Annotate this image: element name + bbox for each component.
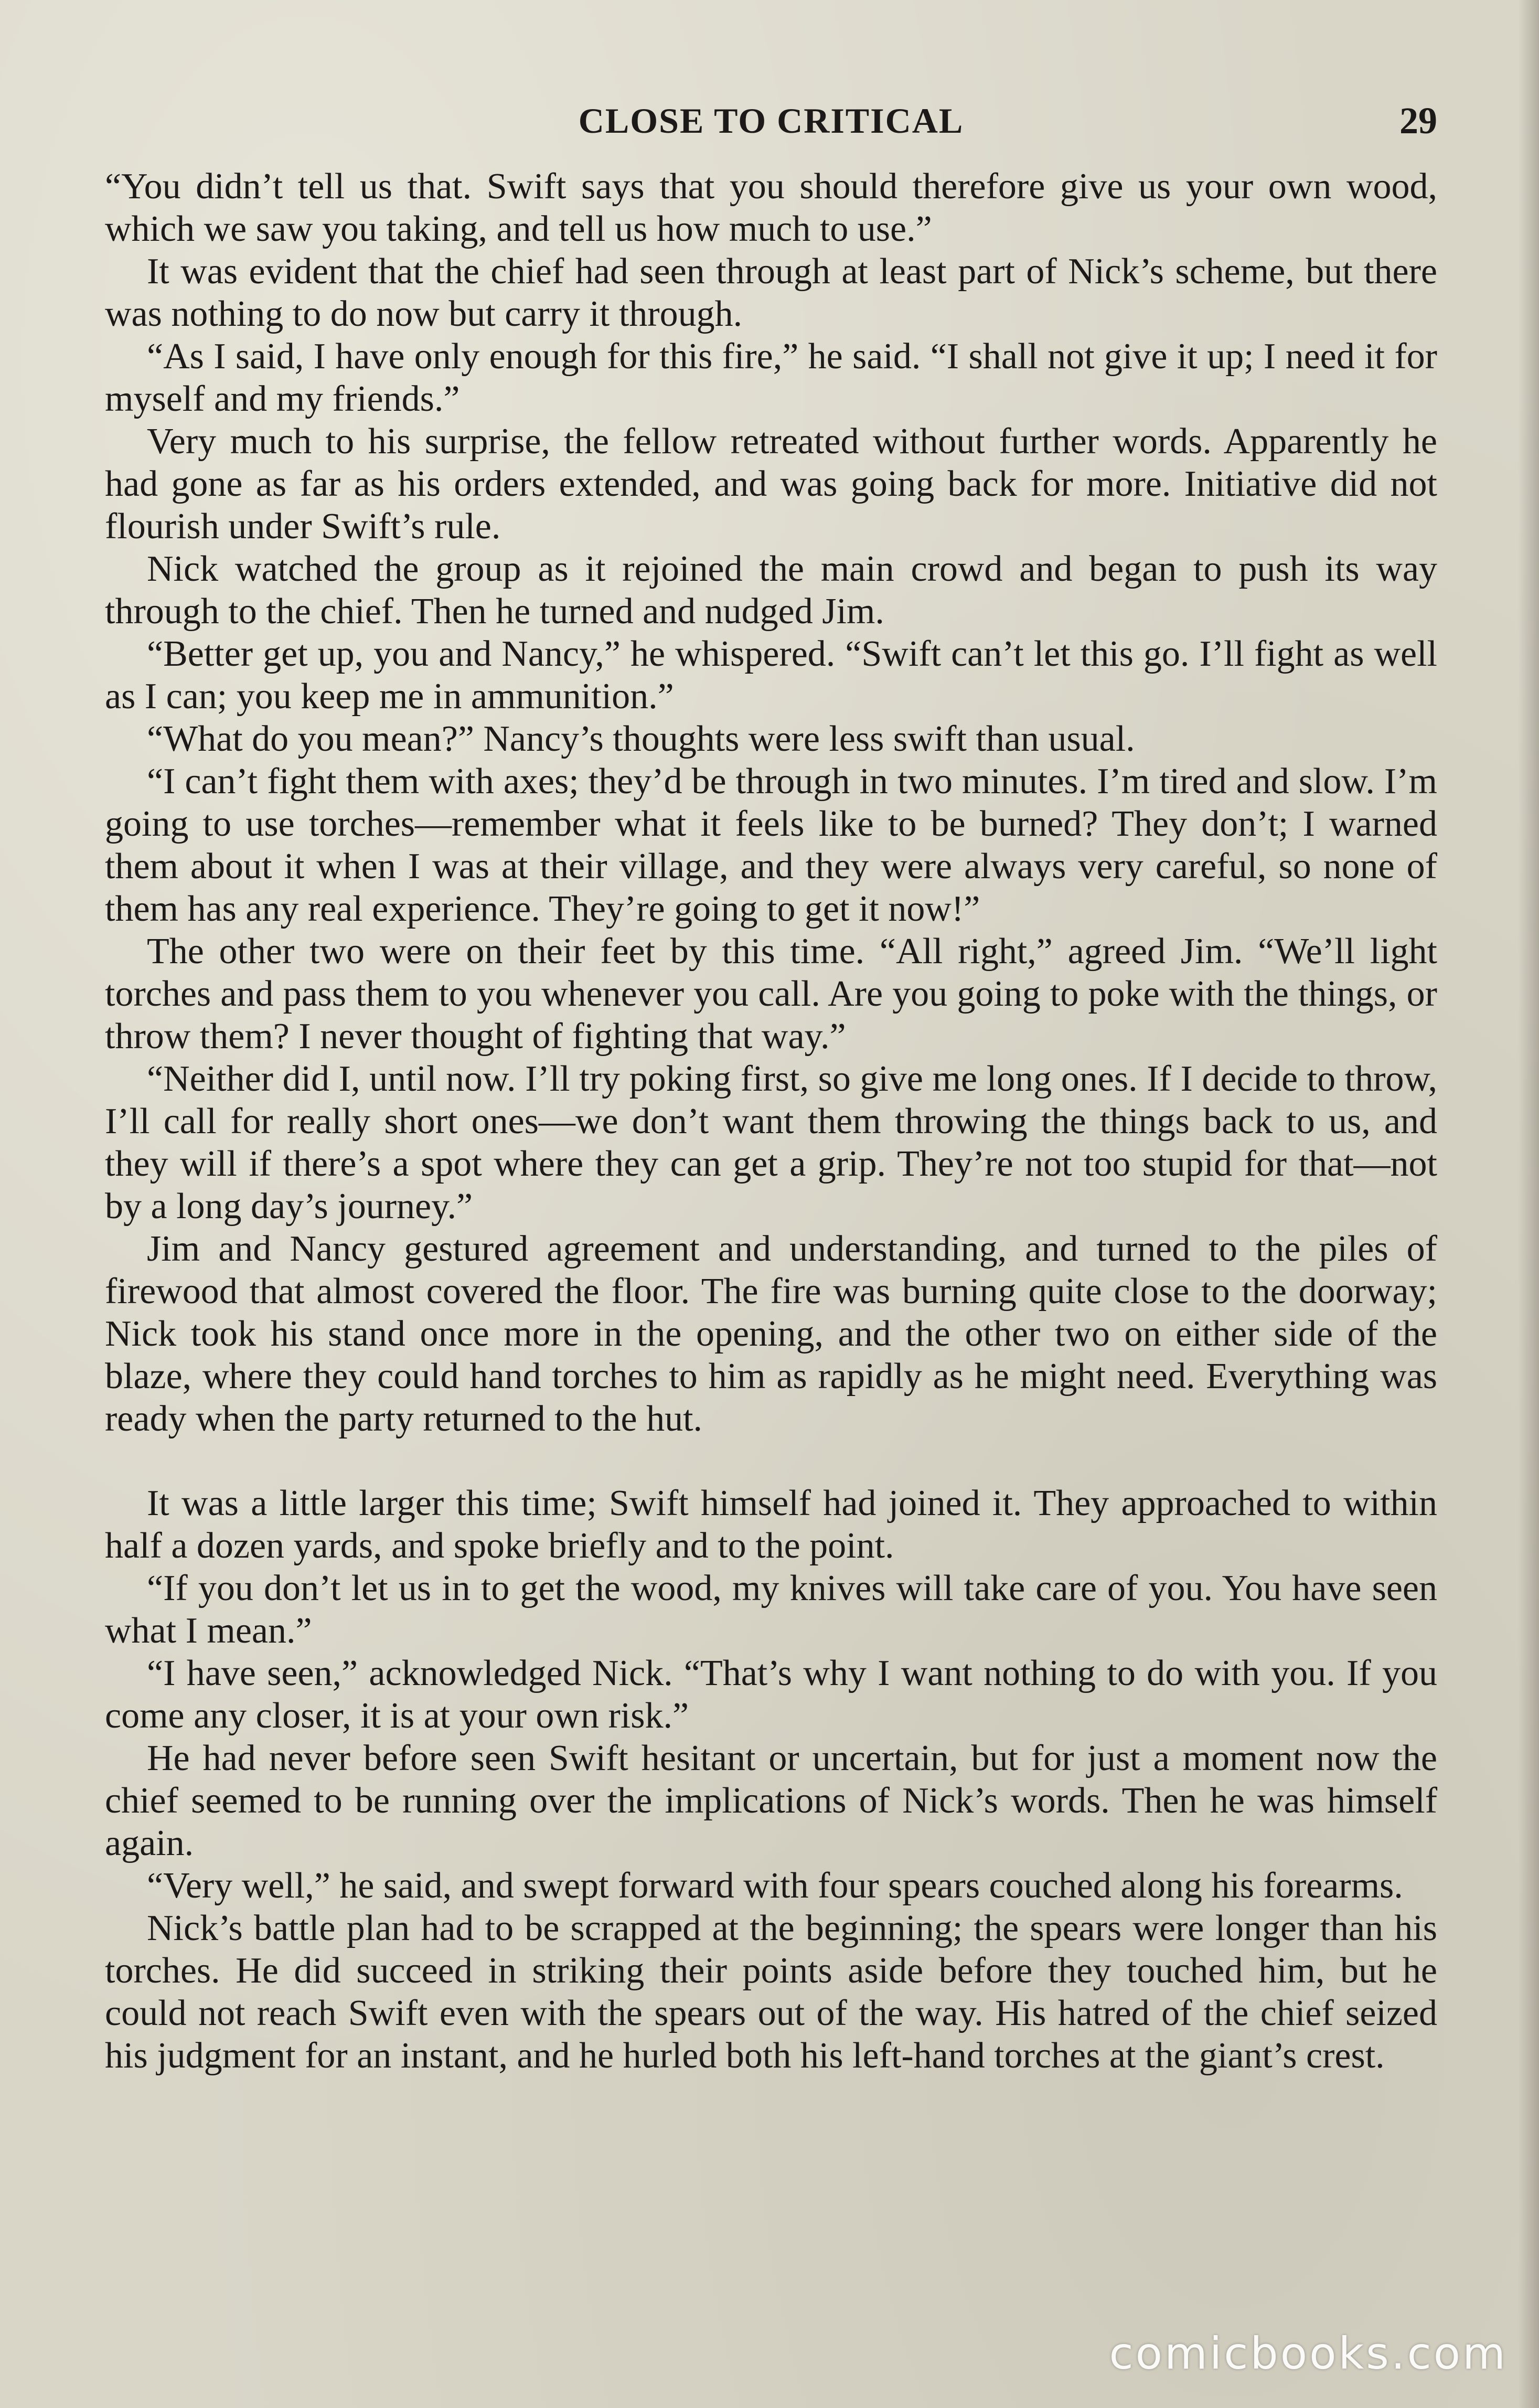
paragraph: “I can’t fight them with axes; they’d be through in two minutes. I’m tired and slow. I’m going to use torches—remember what it feels like to be burned? They don’t; I warned them about it when I was at their village, and they were always very careful, so none of them has any real experience. They’re going to get it now!” <box>105 761 1437 929</box>
paragraph: “If you don’t let us in to get the wood, my knives will take care of you. You have seen what I mean.” <box>105 1568 1437 1651</box>
page-header <box>105 92 1437 150</box>
paragraph: “I have seen,” acknowledged Nick. “That’s why I want nothing to do with you. If you come any closer, it is at your own risk.” <box>105 1653 1437 1736</box>
section-break <box>105 1440 1437 1482</box>
paragraph: He had never before seen Swift hesitant or uncertain, but for just a moment now the chief seemed to be running over the implications of Nick’s words. Then he was himself again. <box>105 1738 1437 1863</box>
page-number: 29 <box>1399 100 1437 142</box>
paragraph: “What do you mean?” Nancy’s thoughts were less swift than usual. <box>147 719 1135 759</box>
running-head: CLOSE TO CRITICAL <box>578 101 964 141</box>
paragraph: Nick watched the group as it rejoined the main crowd and began to push its way through to the chief. Then he turned and nudged Jim. <box>105 549 1437 632</box>
paragraph: It was a little larger this time; Swift himself had joined it. They approached to within half a dozen yards, and spoke briefly and to the point. <box>105 1483 1437 1566</box>
paragraph: The other two were on their feet by this time. “All right,” agreed Jim. “We’ll light torches and pass them to you whenever you call. Are you going to poke with the things, or throw them? I never thought of fighting that way.” <box>105 931 1437 1057</box>
watermark: comicbooks.com <box>1109 2328 1508 2379</box>
page-edge-shadow <box>1518 0 1539 2408</box>
paragraph: “Better get up, you and Nancy,” he whispered. “Swift can’t let this go. I’ll fight as well as I can; you keep me in ammunition.” <box>105 634 1437 717</box>
paragraph: Jim and Nancy gestured agreement and understanding, and turned to the piles of firewood that almost covered the floor. The fire was burning quite close to the doorway; Nick took his stand once more in the opening, and the other two on either side of the blaze, where they could hand torches to him as rapidly as he might need. Everything was ready when the party returned to the hut. <box>105 1229 1437 1439</box>
paragraph: It was evident that the chief had seen through at least part of Nick’s scheme, but there was nothing to do now but carry it through. <box>105 251 1437 334</box>
paragraph: “Very well,” he said, and swept forward with four spears couched along his forearms. <box>147 1866 1403 1906</box>
paragraph: “You didn’t tell us that. Swift says that you should therefore give us your own wood, which we saw you taking, and tell us how much to use.” <box>105 166 1437 249</box>
paragraph: “As I said, I have only enough for this fire,” he said. “I shall not give it up; I need it for myself and my friends.” <box>105 336 1437 419</box>
paragraph: Nick’s battle plan had to be scrapped at the beginning; the spears were longer than his torches. He did succeed in striking their points aside before they touched him, but he could not reach Swift even with the spears out of the way. His hatred of the chief seized his judgment for an instant, and he hurled both his left-hand torches at the giant’s crest. <box>105 1908 1437 2076</box>
body-text <box>105 165 1437 2077</box>
paragraph: Very much to his surprise, the fellow retreated without further words. Apparently he had gone as far as his orders extended, and was going back for more. Initiative did not flourish under Swift’s rule. <box>105 421 1437 547</box>
paragraph: “Neither did I, until now. I’ll try poking first, so give me long ones. If I decide to throw, I’ll call for really short ones—we don’t want them throwing the things back to us, and they will if there’s a spot where they can get a grip. They’re not too stupid for that—not by a long day’s journey.” <box>105 1059 1437 1227</box>
